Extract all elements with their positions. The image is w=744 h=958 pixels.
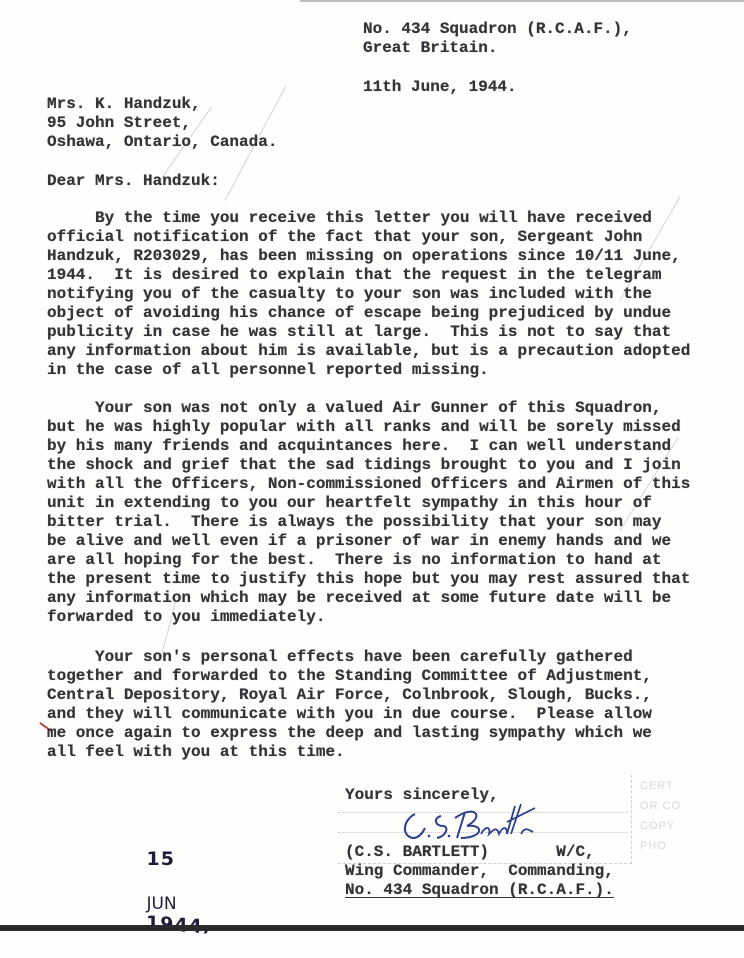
faded-stamp-text: OR CO: [640, 800, 682, 812]
body-line: the present time to justify this hope but you may rest assured that: [47, 570, 691, 588]
sender-location: Great Britain.: [363, 39, 498, 57]
body-line: publicity in case he was still at large. This is not to say that: [47, 323, 672, 341]
body-line: and they will communicate with you in due course. Please allow: [47, 705, 652, 723]
body-line: in the case of all personnel reported missing.: [47, 361, 489, 379]
body-line: By the time you receive this letter you will have received: [95, 209, 652, 227]
body-line: all feel with you at this time.: [47, 743, 345, 761]
handwritten-signature: [395, 796, 555, 846]
signatory-unit: No. 434 Squadron (R.C.A.F.).: [345, 881, 614, 899]
body-line: any information which may be received at some future date will be: [47, 589, 672, 607]
stamp-month: JUN: [146, 894, 177, 914]
body-line: Central Depository, Royal Air Force, Colnbrook, Slough, Bucks.,: [47, 686, 652, 704]
received-date-stamp: [116, 826, 212, 958]
body-line: bitter trial. There is always the possibility that your son may: [47, 513, 662, 531]
recipient-street: 95 John Street,: [47, 114, 192, 132]
faded-stamp-text: COPY: [640, 820, 676, 832]
scan-bottom-edge: [0, 925, 744, 931]
body-line: together and forwarded to the Standing Committee of Adjustment,: [47, 667, 652, 685]
body-line: but he was highly popular with all ranks and will be sorely missed: [47, 418, 681, 436]
body-line: are all hoping for the best. There is no information to hand at: [47, 551, 662, 569]
body-line: Your son was not only a valued Air Gunner of this Squadron,: [95, 399, 662, 417]
salutation: Dear Mrs. Handzuk:: [47, 172, 220, 190]
body-line: by his many friends and acquintances here. I can well understand: [47, 437, 672, 455]
body-line: Handzuk, R203029, has been missing on operations since 10/11 June,: [47, 247, 681, 265]
body-line: any information about him is available, but is a precaution adopted: [47, 342, 691, 360]
body-line: unit in extending to you our heartfelt sympathy in this hour of: [47, 494, 652, 512]
body-line: the shock and grief that the sad tidings brought to you and I join: [47, 456, 681, 474]
signatory-title: Wing Commander, Commanding,: [345, 862, 614, 880]
recipient-city: Oshawa, Ontario, Canada.: [47, 133, 278, 151]
stamp-day: 15: [146, 848, 175, 870]
body-line: be alive and well even if a prisoner of war in enemy hands and we: [47, 532, 672, 550]
sender-unit: No. 434 Squadron (R.C.A.F.),: [363, 20, 632, 38]
valediction: Yours sincerely,: [345, 786, 499, 804]
letter-date: 11th June, 1944.: [363, 78, 517, 96]
body-line: object of avoiding his chance of escape being prejudiced by undue: [47, 304, 672, 322]
scan-top-edge: [300, 0, 744, 2]
body-line: forwarded to you immediately.: [47, 608, 326, 626]
typed-name: (C.S. BARTLETT) W/C,: [345, 843, 595, 861]
faded-stamp-text: PHO: [640, 840, 667, 852]
body-line: Your son's personal effects have been carefully gathered: [95, 648, 633, 666]
faded-stamp-text: CERT: [640, 780, 674, 792]
recipient-name: Mrs. K. Handzuk,: [47, 95, 201, 113]
body-line: notifying you of the casualty to your son was included with the: [47, 285, 652, 303]
body-line: official notification of the fact that your son, Sergeant John: [47, 228, 643, 246]
body-line: with all the Officers, Non-commissioned Officers and Airmen of this: [47, 475, 691, 493]
body-line: me once again to express the deep and lasting sympathy which we: [47, 724, 652, 742]
body-line: 1944. It is desired to explain that the request in the telegram: [47, 266, 662, 284]
